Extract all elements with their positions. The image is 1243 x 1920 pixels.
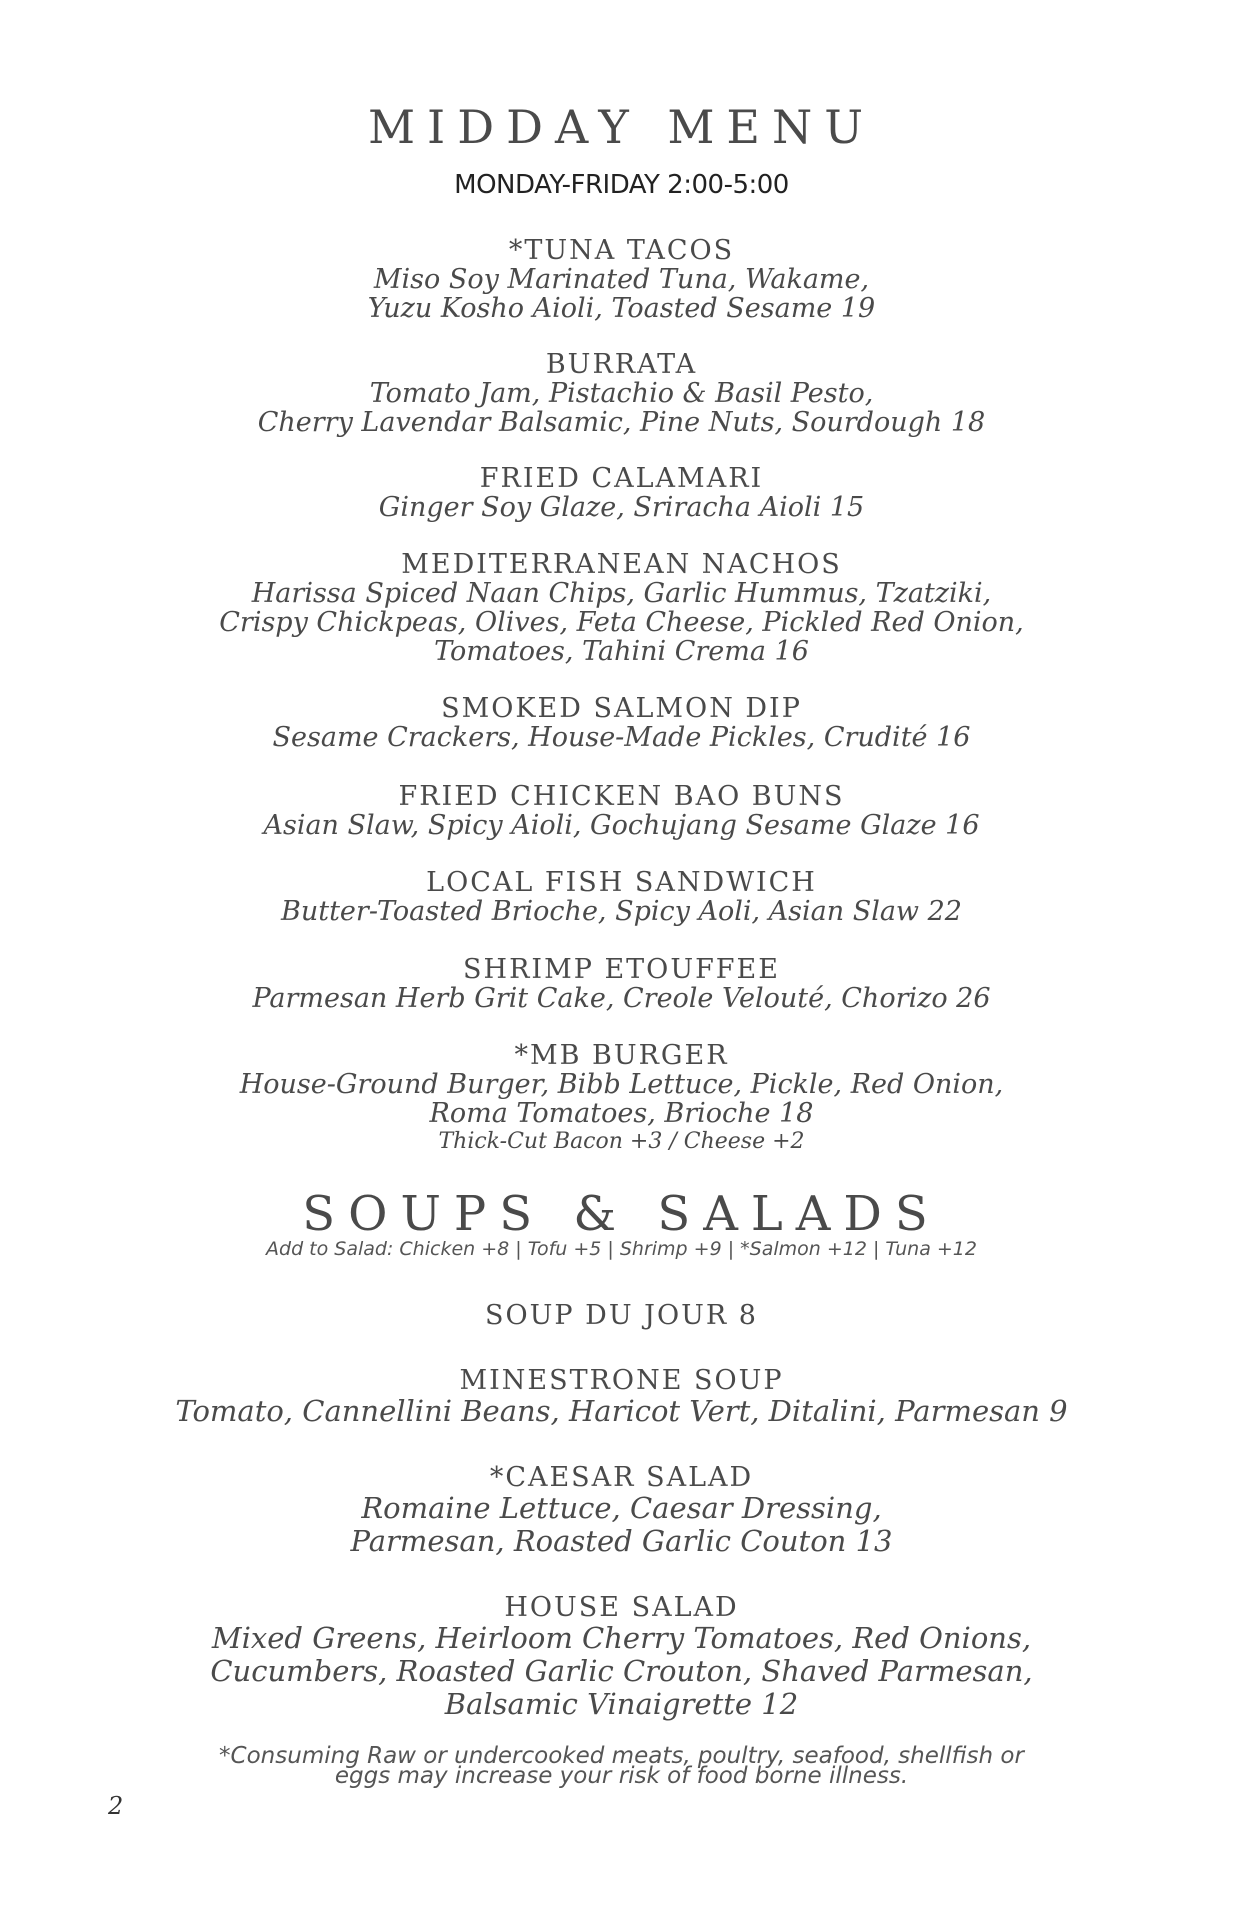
item-description: Romaine Lettuce, Caesar Dressing, Parmesan, Roasted Garlic Couton 13	[350, 1491, 893, 1558]
menu-item	[0, 782, 1243, 840]
item-name: LOCAL FISH SANDWICH	[426, 867, 817, 898]
item-name: SOUP DU JOUR 8	[485, 1300, 758, 1331]
menu-item	[0, 550, 1243, 666]
menu-item	[0, 464, 1243, 522]
menu-item	[0, 955, 1243, 1013]
menu-hours: MONDAY-FRIDAY 2:00-5:00	[454, 170, 789, 200]
item-name: *CAESAR SALAD	[489, 1462, 754, 1493]
item-description: House-Ground Burger, Bibb Lettuce, Pickle, Red Onion, Roma Tomatoes, Brioche 18	[239, 1069, 1004, 1129]
food-safety-disclaimer: *Consuming Raw or undercooked meats, poultry, seafood, shellfish or eggs may increase your risk of food borne illness.	[219, 1743, 1024, 1789]
item-description: Miso Soy Marinated Tuna, Wakame, Yuzu Kosho Aioli, Toasted Sesame 19	[367, 264, 876, 324]
menu-item	[0, 694, 1243, 752]
item-name: MINESTRONE SOUP	[459, 1365, 784, 1396]
menu-item	[0, 1041, 1243, 1156]
item-description: Tomato, Cannellini Beans, Haricot Vert, Ditalini, Parmesan 9	[175, 1394, 1068, 1428]
item-name: *MB BURGER	[514, 1040, 729, 1071]
item-description: Sesame Crackers, House-Made Pickles, Crudité 16	[272, 722, 971, 753]
menu-item	[0, 350, 1243, 437]
menu-item	[0, 868, 1243, 926]
item-description: Butter-Toasted Brioche, Spicy Aoli, Asian Slaw 22	[281, 896, 962, 927]
item-description: Ginger Soy Glaze, Sriracha Aioli 15	[378, 492, 865, 523]
item-description: Mixed Greens, Heirloom Cherry Tomatoes, Red Onions, Cucumbers, Roasted Garlic Crouton, Shaved Parmesan, Balsamic Vinaigrette 12	[210, 1621, 1033, 1721]
item-description: Tomato Jam, Pistachio & Basil Pesto, Cherry Lavendar Balsamic, Pine Nuts, Sourdough 18	[257, 378, 986, 438]
item-name: BURRATA	[545, 349, 698, 380]
item-name: SHRIMP ETOUFFEE	[463, 954, 780, 985]
menu-item	[0, 1463, 1243, 1558]
item-name: HOUSE SALAD	[504, 1592, 739, 1623]
menu-title: MIDDAY MENU	[367, 100, 876, 154]
menu-item	[0, 236, 1243, 323]
menu-item	[0, 1593, 1243, 1721]
item-description: Asian Slaw, Spicy Aioli, Gochujang Sesame Glaze 16	[263, 810, 980, 841]
menu-item	[0, 1301, 1243, 1330]
item-addon-note: Thick-Cut Bacon +3 / Cheese +2	[438, 1129, 805, 1154]
item-name: FRIED CHICKEN BAO BUNS	[398, 781, 845, 812]
section-title: SOUPS & SALADS	[302, 1186, 941, 1242]
item-name: SMOKED SALMON DIP	[441, 693, 802, 724]
item-name: *TUNA TACOS	[508, 235, 735, 266]
page-number: 2	[108, 1792, 124, 1820]
item-name: MEDITERRANEAN NACHOS	[401, 549, 842, 580]
salad-addons: Add to Salad: Chicken +8 | Tofu +5 | Shrimp +9 | *Salmon +12 | Tuna +12	[266, 1238, 977, 1260]
menu-item	[0, 1366, 1243, 1428]
item-description: Harissa Spiced Naan Chips, Garlic Hummus, Tzatziki, Crispy Chickpeas, Olives, Feta Cheese, Pickled Red Onion, Tomatoes, Tahini Crema 16	[219, 578, 1024, 667]
item-description: Parmesan Herb Grit Cake, Creole Velouté, Chorizo 26	[252, 983, 991, 1014]
item-name: FRIED CALAMARI	[479, 463, 764, 494]
